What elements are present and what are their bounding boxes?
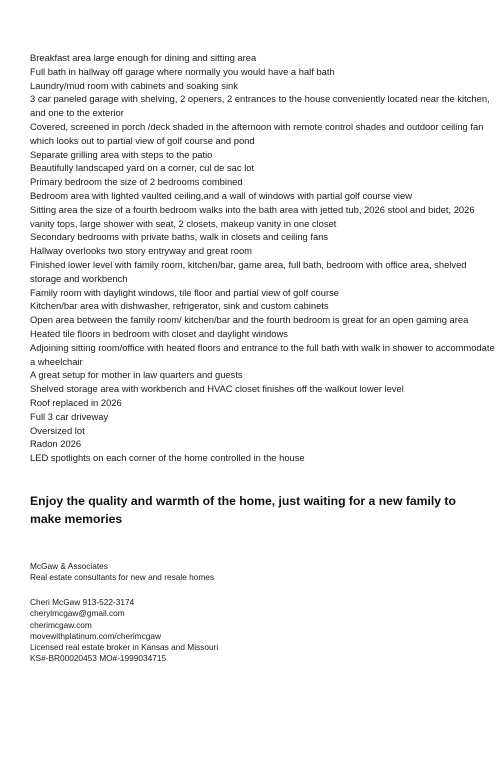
- feature-item: Kitchen/bar area with dishwasher, refrigerator, sink and custom cabinets: [30, 300, 329, 312]
- feature-item: Beautifully landscaped yard on a corner, cul de sac lot: [30, 162, 255, 174]
- feature-item: Laundry/mud room with cabinets and soaking sink: [30, 79, 238, 91]
- feature-item: Breakfast area large enough for dining and sitting area: [30, 52, 257, 63]
- feature-item: Roof replaced in 2026: [30, 396, 122, 408]
- feature-item: Covered, screened in porch /deck shaded in the afternoon with remote control shades and outdoor ceiling fan which looks out to partial view of golf course and pond: [30, 120, 484, 146]
- feature-item: Separate grilling area with steps to the patio: [30, 148, 213, 160]
- company-name: McGaw & Associates: [30, 561, 108, 571]
- contact-block: [30, 597, 218, 665]
- feature-item: Heated tile floors in bedroom with closet and daylight windows: [30, 327, 288, 339]
- closing-headline: Enjoy the quality and warmth of the home, just waiting for a new family to make memories: [30, 494, 456, 526]
- agent-platinum-link: movewithplatinum.com/cherimcgaw: [30, 630, 161, 641]
- feature-item: Shelved storage area with workbench and HVAC closet finishes off the walkout lower level: [30, 383, 404, 395]
- feature-item: Radon 2026: [30, 438, 82, 450]
- feature-item: Secondary bedrooms with private baths, walk in closets and ceiling fans: [30, 231, 329, 243]
- feature-item: Finished lower level with family room, kitchen/bar, game area, full bath, bedroom with office area, shelved storage and workbench: [30, 258, 467, 284]
- feature-item: Primary bedroom the size of 2 bedrooms combined: [30, 176, 243, 188]
- feature-item: A great setup for mother in law quarters and guests: [30, 369, 243, 381]
- feature-list: [30, 51, 498, 465]
- feature-item: Sitting area the size of a fourth bedroom walks into the bath area with jetted tub, 2026 stool and bidet, 2026 vanity tops, large shower with seat, 2 closets, makeup vanity in one closet: [30, 203, 475, 229]
- company-block: [30, 561, 214, 584]
- feature-item: Family room with daylight windows, tile floor and partial view of golf course: [30, 286, 339, 298]
- agent-license: Licensed real estate broker in Kansas and Missouri: [30, 642, 219, 653]
- company-tagline: Real estate consultants for new and resale homes: [30, 572, 215, 583]
- feature-item: Oversized lot: [30, 424, 85, 436]
- feature-item: Bedroom area with lighted vaulted ceiling,and a wall of windows with partial golf course view: [30, 189, 412, 201]
- feature-item: LED spotlights on each corner of the home controlled in the house: [30, 452, 305, 464]
- feature-item: Hallway overlooks two story entryway and great room: [30, 245, 252, 257]
- agent-name-phone: Cheri McGaw 913-522-3174: [30, 597, 135, 607]
- agent-email: cherylmcgaw@gmail.com: [30, 608, 125, 619]
- feature-item: 3 car paneled garage with shelving, 2 openers, 2 entrances to the house conveniently located near the kitchen, and one to the exterior: [30, 93, 490, 119]
- agent-license-numbers: KS#-BR00020453 MO#-1999034715: [30, 653, 167, 664]
- feature-item: Full 3 car driveway: [30, 410, 109, 422]
- feature-item: Adjoining sitting room/office with heated floors and entrance to the full bath with walk in shower to accommodate a wheelchair: [30, 341, 495, 367]
- feature-item: Open area between the family room/ kitchen/bar and the fourth bedroom is great for an open gaming area: [30, 314, 469, 326]
- agent-website: cherimcgaw.com: [30, 619, 92, 630]
- feature-item: Full bath in hallway off garage where normally you would have a half bath: [30, 65, 335, 77]
